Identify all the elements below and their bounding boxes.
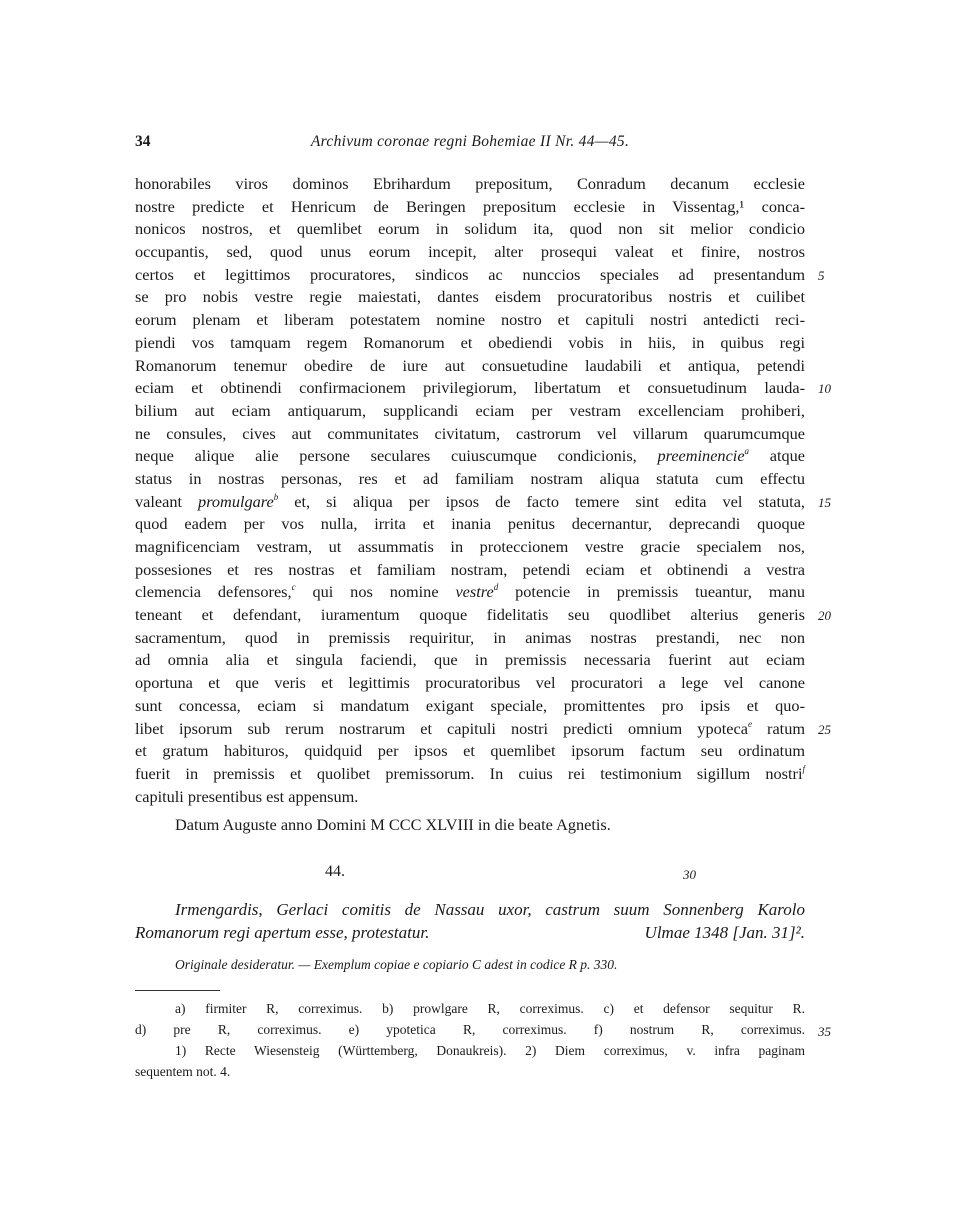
text-line <box>135 196 805 219</box>
line-text: certos et legittimos procuratores, sindicos ac nunccios speciales ad presentandum <box>135 264 805 284</box>
footnote-rule <box>135 990 220 991</box>
line-text: neque alique alie persone seculares cuiuscumque condicionis, preeminencie$^a$ atque <box>135 446 806 466</box>
line-number: 20 <box>818 608 831 624</box>
line-text: sunt concessa, eciam si mandatum exigant speciale, promittentes pro ipsis et quo- <box>135 695 805 715</box>
text-line <box>135 718 831 741</box>
regest <box>135 898 805 944</box>
footnote-line: a) firmiter R, correximus. b) prowlgare R, correximus. c) et defensor sequitur R. <box>175 1001 805 1016</box>
charter-text <box>135 173 831 837</box>
line-text: status in nostras personas, res et ad familiam nostram aliqua statuta cum effectu <box>135 468 805 488</box>
text-line <box>135 740 805 763</box>
text-line <box>135 355 805 378</box>
running-title: Archivum coronae regni Bohemiae II Nr. 44—45. <box>310 133 630 150</box>
text-line <box>135 468 805 491</box>
line-number: 10 <box>818 381 831 397</box>
line-number: 35 <box>818 1024 831 1039</box>
footnote-marker: f <box>802 763 805 774</box>
text-line <box>135 423 805 446</box>
text-line <box>135 400 805 423</box>
line-text: valeant promulgare$^b$ et, si aliqua per ipsos de facto temere sint edita vel statuta, <box>135 491 806 511</box>
text-line <box>135 627 805 650</box>
line-text: sacramentum, quod in premissis requiritur, in animas nostras prestandi, nec non <box>135 627 805 647</box>
line-text: honorabiles viros dominos Ebrihardum prepositum, Conradum decanum ecclesie <box>135 174 805 193</box>
line-text: et gratum habituros, quidquid per ipsos et quemlibet ipsorum factum seu ordinatum <box>135 741 805 761</box>
text-line <box>135 218 805 241</box>
source-note: Originale desideratur. — Exemplum copiae e copiario C adest in codice R p. 330. <box>175 957 618 972</box>
place-date: Ulmae 1348 [Jan. 31]². <box>644 923 805 942</box>
line-text: clemencia defensores,$^c$ qui nos nomine vestre$^d$ potencie in premissis tueantur, manu <box>135 582 805 602</box>
text-line <box>135 513 805 536</box>
text-line <box>135 377 831 400</box>
text-line <box>135 491 831 514</box>
text-line <box>135 649 805 672</box>
emended-word: preeminencie <box>657 446 745 466</box>
footnote-marker: d <box>493 582 499 593</box>
text-line <box>135 559 805 582</box>
line-text: magnificenciam vestram, ut assummatis in proteccionem vestre gracie specialem nos, <box>135 537 805 556</box>
footnote-line <box>135 1019 831 1040</box>
text-line <box>135 241 805 264</box>
footnote-marker: b <box>273 491 279 502</box>
line-number: 5 <box>818 267 825 283</box>
footnote-marker: e <box>747 718 752 729</box>
line-number: 30 <box>683 867 696 882</box>
text-line <box>135 173 805 196</box>
line-text: teneant et defendant, iuramentum quoque fidelitatis seu quodlibet alterius generis <box>135 605 805 625</box>
footnote-line: 1) Recte Wiesensteig (Württemberg, Donaukreis). 2) Diem correximus, v. infra paginam <box>175 1043 805 1058</box>
regest-text: Romanorum regi apertum esse, protestatur. <box>135 923 430 942</box>
footnotes <box>135 998 831 1082</box>
text-line <box>135 264 825 287</box>
text-line <box>135 763 805 786</box>
line-text: libet ipsorum sub rerum nostrarum et capituli nostri predicti omnium ypoteca$^e$ ratum <box>135 718 805 738</box>
text-line <box>135 672 805 695</box>
line-text: nonicos nostros, et quemlibet eorum in solidum ita, quod non sit melior condicio <box>135 219 805 239</box>
text-line <box>135 309 805 332</box>
line-text: eciam et obtinendi confirmacionem privilegiorum, libertatum et consuetudinum lauda- <box>135 378 805 398</box>
line-text: Romanorum tenemur obedire de iure aut consuetudine laudabili et antiqua, petendi <box>135 355 805 375</box>
line-text: fuerit in premissis et quolibet premissorum. In cuius rei testimonium sigillum nostri$^f$ <box>135 763 805 783</box>
emended-word: vestre <box>455 582 494 602</box>
line-text: oportuna et que veris et legittimis procuratoribus vel procuratori a lege vel canone <box>135 673 805 693</box>
text-line <box>135 286 805 309</box>
footnote-marker: a <box>744 446 750 457</box>
line-text: piendi vos tamquam regem Romanorum et obediendi vobis in hiis, in quibus regi <box>135 332 805 352</box>
line-text: nostre predicte et Henricum de Beringen prepositum ecclesie in Vissentag,¹ conca- <box>135 196 805 216</box>
line-text: bilium aut eciam antiquarum, supplicandi eciam per vestram excellenciam prohiberi, <box>135 400 805 420</box>
line-text: quod eadem per vos nulla, irrita et inania penitus decernantur, deprecandi quoque <box>135 514 805 534</box>
regest-line <box>135 921 805 944</box>
running-header <box>135 133 805 157</box>
regest-line: Irmengardis, Gerlaci comitis de Nassau uxor, castrum suum Sonnenberg Karolo <box>175 900 805 919</box>
footnote-text: d) pre R, correximus. e) ypotetica R, correximus. f) nostrum R, correximus. <box>135 1022 805 1037</box>
footnote-line: sequentem not. 4. <box>135 1064 231 1079</box>
text-line <box>135 536 805 559</box>
text-line <box>135 695 805 718</box>
line-text: se pro nobis vestre regie maiestati, dantes eisdem procuratoribus nostris et cuilibet <box>135 287 805 307</box>
line-number: 15 <box>818 494 831 510</box>
text-line <box>135 332 805 355</box>
document-number: 44. <box>325 863 345 880</box>
footnote-marker: c <box>291 582 296 593</box>
text-line <box>135 581 805 604</box>
line-text: occupantis, sed, quod unus eorum incepit, alter prosequi valeat et finire, nostros <box>135 242 805 262</box>
line-number: 25 <box>818 721 831 737</box>
line-text: capituli presentibus est appensum. <box>135 786 359 806</box>
datum-line: Datum Auguste anno Domini M CCC XLVIII in die beate Agnetis. <box>175 815 611 835</box>
line-text: ad omnia alia et singula faciendi, que in premissis necessaria fuerint aut eciam <box>135 650 805 670</box>
emended-word: promulgare <box>198 491 274 511</box>
text-line <box>135 604 831 627</box>
line-text: eorum plenam et liberam potestatem nomine nostro et capituli nostri antedicti reci- <box>135 310 805 330</box>
text-line <box>135 445 805 468</box>
page-number: 34 <box>135 133 151 150</box>
text-line <box>135 786 805 809</box>
line-text: ne consules, cives aut communitates civitatum, castrorum vel villarum quarumcumque <box>135 423 805 443</box>
line-text: possesiones et res nostras et familiam nostram, petendi eciam et obtinendi a vestra <box>135 559 805 579</box>
